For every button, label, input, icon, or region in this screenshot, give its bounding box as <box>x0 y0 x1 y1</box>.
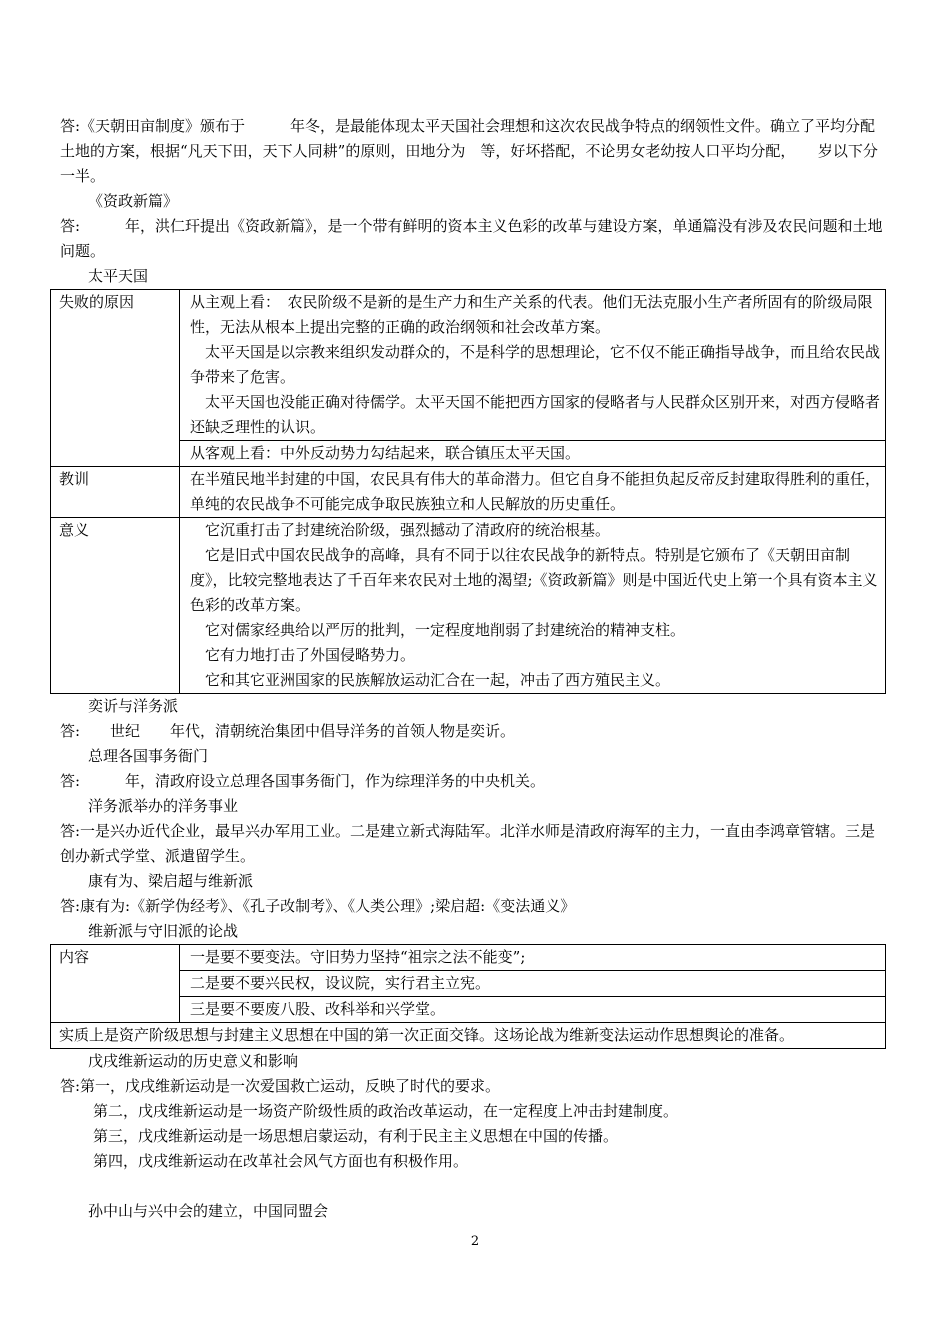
meaning-3: 它对儒家经典给以严厉的批判，一定程度地削弱了封建统治的精神支柱。 <box>205 621 686 639</box>
debate-summary: 实质上是资产阶级思想与封建主义思想在中国的第一次正面交锋。这场论战为维新变法运动作思想舆论的准备。 <box>51 1023 886 1049</box>
subjective-2: 太平天国是以宗教来组织发动群众的，不是科学的思想理论，它不仅不能正确指导战争，而且给农民战争带来了危害。 <box>190 343 881 386</box>
heading-taiping: 太平天国 <box>88 267 149 285</box>
heading-yangwu: 洋务派举办的洋务事业 <box>88 797 239 815</box>
heading-kang: 康有为、梁启超与维新派 <box>88 872 254 890</box>
yixin-answer: 答: 世纪 年代，清朝统治集团中倡导洋务的首领人物是奕䜣。 <box>60 722 516 740</box>
wuxu-3: 第三，戊戌维新运动是一场思想启蒙运动，有利于民主主义思想在中国的传播。 <box>93 1127 619 1145</box>
zizheng-answer: 答: 年，洪仁玕提出《资政新篇》，是一个带有鲜明的资本主义色彩的改革与建设方案，单通篇没有涉及农民问题和土地问题。 <box>60 217 883 260</box>
debate-item-1: 一是要不要变法。守旧势力坚持“祖宗之法不能变”; <box>180 945 886 971</box>
label-lesson: 教训 <box>51 467 180 518</box>
document-page <box>60 114 890 1224</box>
wuxu-4: 第四，戊戌维新运动在改革社会风气方面也有积极作用。 <box>93 1152 469 1170</box>
page-number: 2 <box>470 1234 480 1249</box>
zongli-answer: 答: 年，清政府设立总理各国事务衙门，作为综理洋务的中央机关。 <box>60 772 546 790</box>
yangwu-answer: 答:一是兴办近代企业，最早兴办军用工业。二是建立新式海陆军。北洋水师是清政府海军的主力，一直由李鸿章管辖。三是创办新式学堂、派遣留学生。 <box>60 822 876 865</box>
debate-item-3: 三是要不要废八股、改科举和兴学堂。 <box>180 997 886 1023</box>
failure-objective: 从客观上看：中外反动势力勾结起来，联合镇压太平天国。 <box>180 441 886 467</box>
heading-debate: 维新派与守旧派的论战 <box>88 922 239 940</box>
wuxu-2: 第二，戊戌维新运动是一场资产阶级性质的政治改革运动，在一定程度上冲击封建制度。 <box>93 1102 679 1120</box>
tianchao-answer: 答:《天朝田亩制度》颁布于 年冬，是最能体现太平天国社会理想和这次农民战争特点的纲领性文件。确立了平均分配土地的方案，根据“凡天下田，天下人同耕”的原则，田地分为 等，好坏搭配，不论男女老幼按人口平均分配， 岁以下分一半。 <box>60 117 878 185</box>
meaning-cell <box>180 518 886 694</box>
wuxu-1: 答:第一，戊戌维新运动是一次爱国救亡运动，反映了时代的要求。 <box>60 1077 501 1095</box>
label-failure: 失败的原因 <box>51 290 180 467</box>
lesson-text: 在半殖民地半封建的中国，农民具有伟大的革命潜力。但它自身不能担负起反帝反封建取得胜利的重任，单纯的农民战争不可能完成争取民族独立和人民解放的历史重任。 <box>180 467 886 518</box>
meaning-1: 它沉重打击了封建统治阶级，强烈撼动了清政府的统治根基。 <box>205 521 611 539</box>
debate-table <box>50 944 886 1049</box>
heading-zongli: 总理各国事务衙门 <box>88 747 209 765</box>
debate-item-2: 二是要不要兴民权，设议院，实行君主立宪。 <box>180 971 886 997</box>
failure-subjective <box>180 290 886 441</box>
label-content: 内容 <box>51 945 180 1023</box>
meaning-5: 它和其它亚洲国家的民族解放运动汇合在一起，冲击了西方殖民主义。 <box>205 671 671 689</box>
taiping-table <box>50 289 886 694</box>
heading-sun: 孙中山与兴中会的建立，中国同盟会 <box>88 1202 329 1220</box>
label-meaning: 意义 <box>51 518 180 694</box>
subjective-1: 从主观上看： 农民阶级不是新的是生产力和生产关系的代表。他们无法克服小生产者所固有的阶级局限性，无法从根本上提出完整的正确的政治纲领和社会改革方案。 <box>190 293 873 336</box>
meaning-2: 它是旧式中国农民战争的高峰，具有不同于以往农民战争的新特点。特别是它颁布了《天朝田亩制度》，比较完整地表达了千百年来农民对土地的渴望;《资政新篇》则是中国近代史上第一个具有资本主义色彩的改革方案。 <box>190 546 878 614</box>
heading-zizheng: 《资政新篇》 <box>88 192 179 210</box>
kang-answer: 答:康有为:《新学伪经考》、《孔子改制考》、《人类公理》;梁启超:《变法通义》 <box>60 897 576 915</box>
subjective-3: 太平天国也没能正确对待儒学。太平天国不能把西方国家的侵略者与人民群众区别开来，对西方侵略者还缺乏理性的认识。 <box>190 393 881 436</box>
heading-wuxu: 戊戌维新运动的历史意义和影响 <box>88 1052 299 1070</box>
meaning-4: 它有力地打击了外国侵略势力。 <box>205 646 416 664</box>
heading-yixin: 奕䜣与洋务派 <box>88 697 179 715</box>
